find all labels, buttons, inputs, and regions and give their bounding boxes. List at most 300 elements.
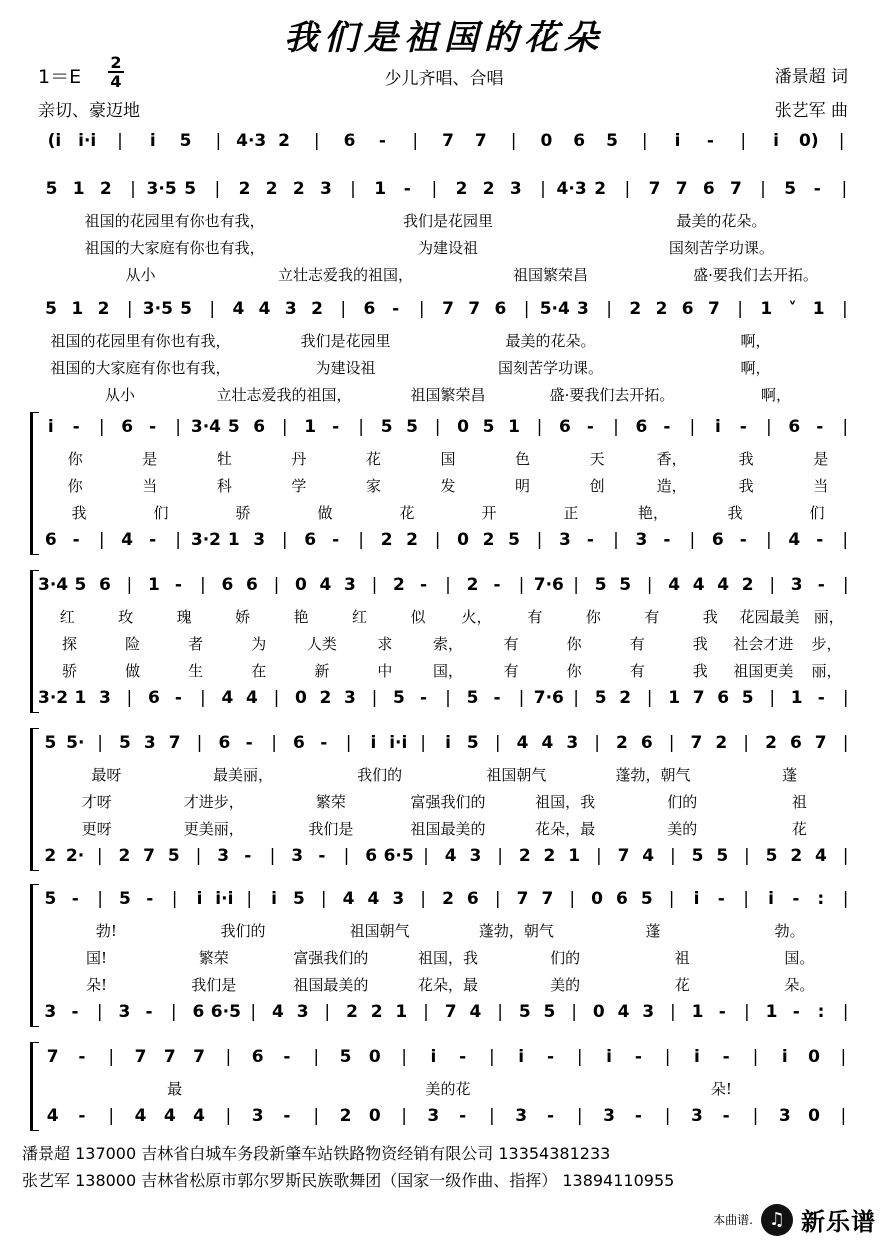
note: 1 [74, 688, 87, 708]
note: - [817, 688, 825, 708]
tempo-mood: 亲切、豪迈地 [38, 101, 140, 121]
note: 4 [221, 688, 234, 708]
note: 5 [339, 1047, 352, 1067]
note: - [706, 131, 714, 151]
lyric-syllable: 花园最美 [739, 608, 800, 626]
lyric-syllable: 蓬勃，朝气 [478, 922, 554, 940]
note: - [586, 417, 594, 437]
note: 1 [374, 179, 387, 199]
note: 5 [606, 131, 618, 151]
barline: | [606, 299, 612, 319]
note: 2 [741, 575, 754, 595]
note: 5 [167, 846, 180, 866]
barline: | [668, 733, 675, 753]
notation-row [38, 296, 858, 322]
note: 7 [134, 1047, 147, 1067]
note: 6 [251, 1047, 264, 1067]
note: 2 [99, 179, 112, 199]
note: 3·5 [142, 299, 173, 319]
barline: | [423, 1002, 429, 1022]
barline: | [250, 1002, 257, 1022]
note: 2 [543, 846, 556, 866]
note: 6 [304, 530, 317, 550]
barline: | [196, 733, 203, 753]
note: 3 [642, 1002, 655, 1022]
note: 7 [675, 179, 688, 199]
barline: | [769, 575, 776, 595]
note: 4 [163, 1106, 176, 1126]
note: i [781, 1047, 788, 1067]
note: 5 [74, 575, 87, 595]
note: 3 [344, 575, 356, 595]
note: 6 [702, 179, 715, 199]
note: i [694, 1047, 700, 1067]
performance-type: 少儿齐唱、合唱 [384, 69, 504, 89]
barline: | [130, 179, 136, 199]
lyric-syllable: 祖 [791, 793, 807, 811]
note: 5 [393, 688, 405, 708]
notation-row [38, 685, 858, 711]
score-system [30, 730, 858, 875]
barline: | [273, 575, 280, 595]
note: - [493, 575, 501, 595]
barline: | [842, 846, 849, 866]
lyric-syllable: 从小 [125, 266, 156, 284]
barline: | [576, 1047, 583, 1067]
note: 6 [218, 733, 231, 753]
lyric-row [38, 604, 858, 629]
lyric-syllable: 步， [811, 635, 842, 653]
barline: | [842, 299, 848, 319]
barline: | [434, 530, 441, 550]
note: - [634, 1047, 642, 1067]
lyric-syllable: 美的 [667, 820, 698, 838]
note: 6 [559, 417, 571, 437]
lyric-syllable: 最 [167, 1080, 183, 1098]
note: 6 [711, 530, 724, 550]
lyric-syllable: 美的花 [425, 1080, 471, 1098]
barline: | [117, 131, 123, 151]
note: - [739, 530, 747, 550]
lyric-syllable: 有 [629, 635, 645, 653]
note: ˅ [788, 299, 797, 319]
lyric-syllable: 祖国，我 [535, 793, 596, 811]
note: 3 [778, 1106, 791, 1126]
lyric-syllable: 国! [86, 949, 108, 967]
note: 2 [278, 131, 290, 151]
lyric-syllable: 者 [188, 635, 204, 653]
note: i [196, 889, 203, 909]
lyric-syllable: 我 [738, 477, 754, 495]
key-signature: 1＝E [38, 66, 82, 88]
note: 6 [788, 417, 801, 437]
barline: | [324, 1002, 331, 1022]
barline: | [401, 1106, 407, 1126]
barline: | [624, 179, 631, 199]
notation-row [38, 730, 858, 756]
note: 5 [119, 889, 131, 909]
barline: | [664, 1106, 671, 1126]
barline: | [752, 1047, 759, 1067]
note: 3·2 [190, 530, 221, 550]
lyric-syllable: 我 [738, 450, 754, 468]
lyric-syllable: 红 [352, 608, 368, 626]
lyric-syllable: 才呀 [81, 793, 112, 811]
note: 6·5 [210, 1002, 241, 1022]
note: 4·3 [556, 179, 587, 199]
lyric-syllable: 求 [377, 635, 393, 653]
note: 7 [729, 179, 742, 199]
contact-lyricist: 潘景超 137000 吉林省白城车务段新肇车站铁路物资经销有限公司 13354381233 [22, 1144, 611, 1163]
note: - [817, 575, 825, 595]
note: 7 [444, 1002, 457, 1022]
note: 0 [295, 575, 307, 595]
note: i [47, 417, 54, 437]
lyric-syllable: 我 [727, 504, 743, 522]
barline: | [494, 889, 501, 909]
barline: | [744, 1002, 750, 1022]
note: 7 [168, 733, 181, 753]
lyric-syllable: 骄 [235, 504, 251, 522]
note: - [792, 1002, 800, 1022]
note: 4 [469, 1002, 482, 1022]
lyric-syllable: 牡 [216, 450, 232, 468]
note: 2 [97, 299, 110, 319]
site-brand[interactable] [713, 1202, 876, 1237]
barline: | [664, 1047, 671, 1067]
note: - [174, 575, 182, 595]
note: 2 [715, 733, 728, 753]
lyric-syllable: 艳， [637, 504, 668, 522]
lyric-syllable: 学 [291, 477, 307, 495]
lyric-syllable: 花 [365, 450, 381, 468]
note: 2 [292, 179, 305, 199]
lyric-syllable: 丹 [291, 450, 307, 468]
note: 7 [474, 131, 487, 151]
barline: | [842, 575, 849, 595]
lyric-syllable: 花 [791, 820, 807, 838]
lyric-row [38, 235, 858, 260]
barline: | [571, 1002, 577, 1022]
notation-row [38, 572, 858, 598]
note: - [663, 417, 671, 437]
note: 0 [457, 417, 469, 437]
lyric-syllable: 色 [515, 450, 531, 468]
lyric-syllable: 祖国朝气 [349, 922, 410, 940]
note: - [72, 530, 80, 550]
lyric-syllable: 祖国的花园里有你也有我， [50, 332, 231, 350]
note: i·i [78, 131, 97, 151]
lyric-syllable: 当 [813, 477, 829, 495]
note: 5 [466, 688, 479, 708]
note: 3 [284, 299, 297, 319]
note: 2 [482, 179, 495, 199]
note: - [78, 1106, 86, 1126]
lyric-syllable: 丽， [813, 608, 844, 626]
note: 3 [566, 733, 579, 753]
lyric-syllable: 祖国繁荣昌 [410, 386, 486, 404]
lyric-syllable: 你 [566, 662, 582, 680]
note: 6 [365, 846, 378, 866]
barline: | [371, 688, 378, 708]
lyric-syllable: 你 [585, 608, 601, 626]
barline: | [281, 530, 288, 550]
lyric-syllable: 有 [503, 662, 519, 680]
note: 2 [380, 530, 393, 550]
lyric-syllable: 险 [125, 635, 141, 653]
lyric-syllable: 娇 [235, 608, 251, 626]
barline: | [769, 688, 776, 708]
barline: | [126, 575, 133, 595]
score-system [30, 296, 858, 409]
lyric-syllable: 们 [153, 504, 169, 522]
barline: | [670, 846, 676, 866]
barline: | [641, 131, 648, 151]
lyric-syllable: 我 [692, 662, 708, 680]
notation-row [38, 128, 858, 154]
system-bracket [30, 1042, 39, 1131]
note: 3·5 [146, 179, 177, 199]
note: 7 [617, 846, 630, 866]
note: 5 [619, 575, 632, 595]
note: 3 [691, 1106, 703, 1126]
barline: | [195, 846, 202, 866]
lyric-row [38, 262, 858, 287]
barline: | [171, 889, 178, 909]
note: 6 [44, 530, 57, 550]
note: 2 [629, 299, 642, 319]
note: 6 [292, 733, 305, 753]
note: - [717, 889, 725, 909]
note: - [332, 530, 340, 550]
lyric-syllable: 科 [216, 477, 232, 495]
note: 3 [291, 846, 304, 866]
note: 6 [253, 417, 266, 437]
system-bracket [30, 884, 39, 1027]
note: 6 [789, 733, 802, 753]
note: i [606, 1047, 612, 1067]
barline: | [126, 688, 133, 708]
barline: | [96, 1002, 103, 1022]
note: 2 [339, 1106, 352, 1126]
barline: | [97, 733, 103, 753]
note: 5 [594, 688, 607, 708]
note: 2 [655, 299, 668, 319]
note: 3·4 [38, 575, 69, 595]
barline: | [108, 1047, 115, 1067]
note: 2 [466, 575, 479, 595]
lyric-syllable: 朵! [710, 1080, 732, 1098]
barline: | [313, 1047, 320, 1067]
barline: | [842, 688, 849, 708]
note: 0 [368, 1106, 381, 1126]
note: 6 [192, 1002, 205, 1022]
lyric-syllable: 最呀 [91, 766, 122, 784]
barline: | [594, 733, 600, 753]
note: i [370, 733, 377, 753]
barline: | [497, 1002, 503, 1022]
barline: | [214, 179, 221, 199]
note: 5 [227, 417, 240, 437]
notation-row [38, 1044, 858, 1070]
lyric-syllable: 繁荣 [315, 793, 346, 811]
barline: | [613, 530, 619, 550]
barline: | [350, 179, 356, 199]
note: 2 [765, 733, 777, 753]
barline: | [345, 733, 352, 753]
note: - [174, 688, 182, 708]
note: 1 [304, 417, 317, 437]
note: 2 [594, 179, 607, 199]
lyric-syllable: 啊， [740, 332, 771, 350]
note: 2 [482, 530, 495, 550]
barline: | [96, 846, 103, 866]
note: 0 [591, 889, 603, 909]
lyric-syllable: 在 [251, 662, 267, 680]
note: i [714, 417, 721, 437]
note: 6·5 [383, 846, 414, 866]
note: 2 [406, 530, 419, 550]
lyric-row [38, 355, 858, 380]
lyric-syllable: 丽， [811, 662, 842, 680]
note: 5 [45, 299, 58, 319]
lyric-syllable: 花 [399, 504, 415, 522]
note: 6 [573, 131, 586, 151]
lyric-syllable: 祖国，我 [417, 949, 478, 967]
note: 3 [98, 688, 111, 708]
note: i [674, 131, 681, 151]
note: 5 [691, 846, 704, 866]
lyric-syllable: 造， [656, 477, 687, 495]
lyric-syllable: 新 [314, 662, 330, 680]
note: 2 [319, 688, 332, 708]
note: - [813, 179, 821, 199]
lyric-syllable: 艳 [293, 608, 309, 626]
barline: | [838, 131, 845, 151]
barline: | [613, 417, 619, 437]
note: 2 [238, 179, 251, 199]
note: 6 [494, 299, 507, 319]
note: 7 [516, 889, 529, 909]
barline: | [842, 1002, 849, 1022]
lyric-syllable: 正 [563, 504, 579, 522]
note: 7 [541, 889, 554, 909]
note: i [768, 889, 774, 909]
note: - [459, 1106, 467, 1126]
note: 1 [790, 688, 803, 708]
note: - [283, 1047, 291, 1067]
lyric-syllable: 香， [656, 450, 687, 468]
lyric-syllable: 我 [702, 608, 718, 626]
lyric-syllable: 蓬 [782, 766, 798, 784]
note: 6 [363, 299, 376, 319]
note: - [718, 1002, 726, 1022]
barline: | [343, 846, 350, 866]
note: - [722, 1106, 730, 1126]
note: 3 [427, 1106, 440, 1126]
note: 7·6 [533, 575, 564, 595]
notation-row [38, 886, 858, 912]
barline: | [200, 575, 206, 595]
barline: | [842, 889, 849, 909]
notation-row [38, 999, 858, 1025]
barline: | [536, 417, 543, 437]
note: 5 [44, 733, 57, 753]
barline: | [540, 179, 546, 199]
note: 0 [457, 530, 469, 550]
barline: | [108, 1106, 115, 1126]
note: 5 [184, 179, 197, 199]
lyric-syllable: 才进步， [183, 793, 244, 811]
note: 2 [442, 889, 454, 909]
note: 7 [163, 1047, 176, 1067]
lyric-syllable: 蓬 [645, 922, 661, 940]
lyric-syllable: 花 [674, 976, 690, 994]
lyric-syllable: 发 [440, 477, 456, 495]
note: 5 [508, 530, 520, 550]
lyric-row [38, 816, 858, 841]
barline: | [737, 299, 743, 319]
note: 2 [370, 1002, 383, 1022]
barline: | [494, 733, 501, 753]
note: 1 [71, 299, 84, 319]
lyric-syllable: 最美的花朵。 [505, 332, 596, 350]
barline: | [281, 417, 288, 437]
barline: | [269, 846, 276, 866]
barline: | [743, 889, 750, 909]
brand-name: 新乐谱 [801, 1208, 876, 1236]
note: 1 [508, 417, 520, 437]
note: - [586, 530, 594, 550]
lyric-row [38, 762, 858, 787]
note: 4 [642, 846, 655, 866]
lyric-row [38, 500, 858, 525]
lyric-row [38, 208, 858, 233]
note: 2 [455, 179, 468, 199]
lyric-syllable: 有 [629, 662, 645, 680]
note: - [332, 417, 340, 437]
brand-caption: 本曲谱. [713, 1213, 753, 1227]
lyric-syllable: 祖国的大家庭有你也有我， [84, 239, 265, 257]
barline: | [689, 417, 696, 437]
lyric-syllable: 祖 [674, 949, 690, 967]
lyric-syllable: 朵。 [784, 976, 815, 994]
lyric-syllable: 花朵，最 [535, 820, 596, 838]
note: 4 [668, 575, 681, 595]
note: 2 [118, 846, 131, 866]
note: 7 [143, 846, 155, 866]
lyric-syllable: 祖国的花园里有你也有我， [84, 212, 265, 230]
note: 3·4 [190, 417, 221, 437]
barline: | [842, 417, 849, 437]
note: - [663, 530, 671, 550]
note: 4 [258, 299, 271, 319]
note: 5 [119, 733, 131, 753]
note: - [816, 417, 824, 437]
note: 3 [469, 846, 482, 866]
note: 3 [217, 846, 230, 866]
barline: | [170, 1002, 177, 1022]
lyric-syllable: 国。 [784, 949, 815, 967]
note: 5 [594, 575, 607, 595]
barline: | [273, 688, 280, 708]
lyric-syllable: 盛·要我们去开拓。 [549, 386, 675, 404]
barline: | [744, 846, 750, 866]
note: - [546, 1047, 555, 1067]
lyric-row [38, 918, 858, 943]
note: 0 [295, 688, 307, 708]
note: 5 [466, 733, 479, 753]
